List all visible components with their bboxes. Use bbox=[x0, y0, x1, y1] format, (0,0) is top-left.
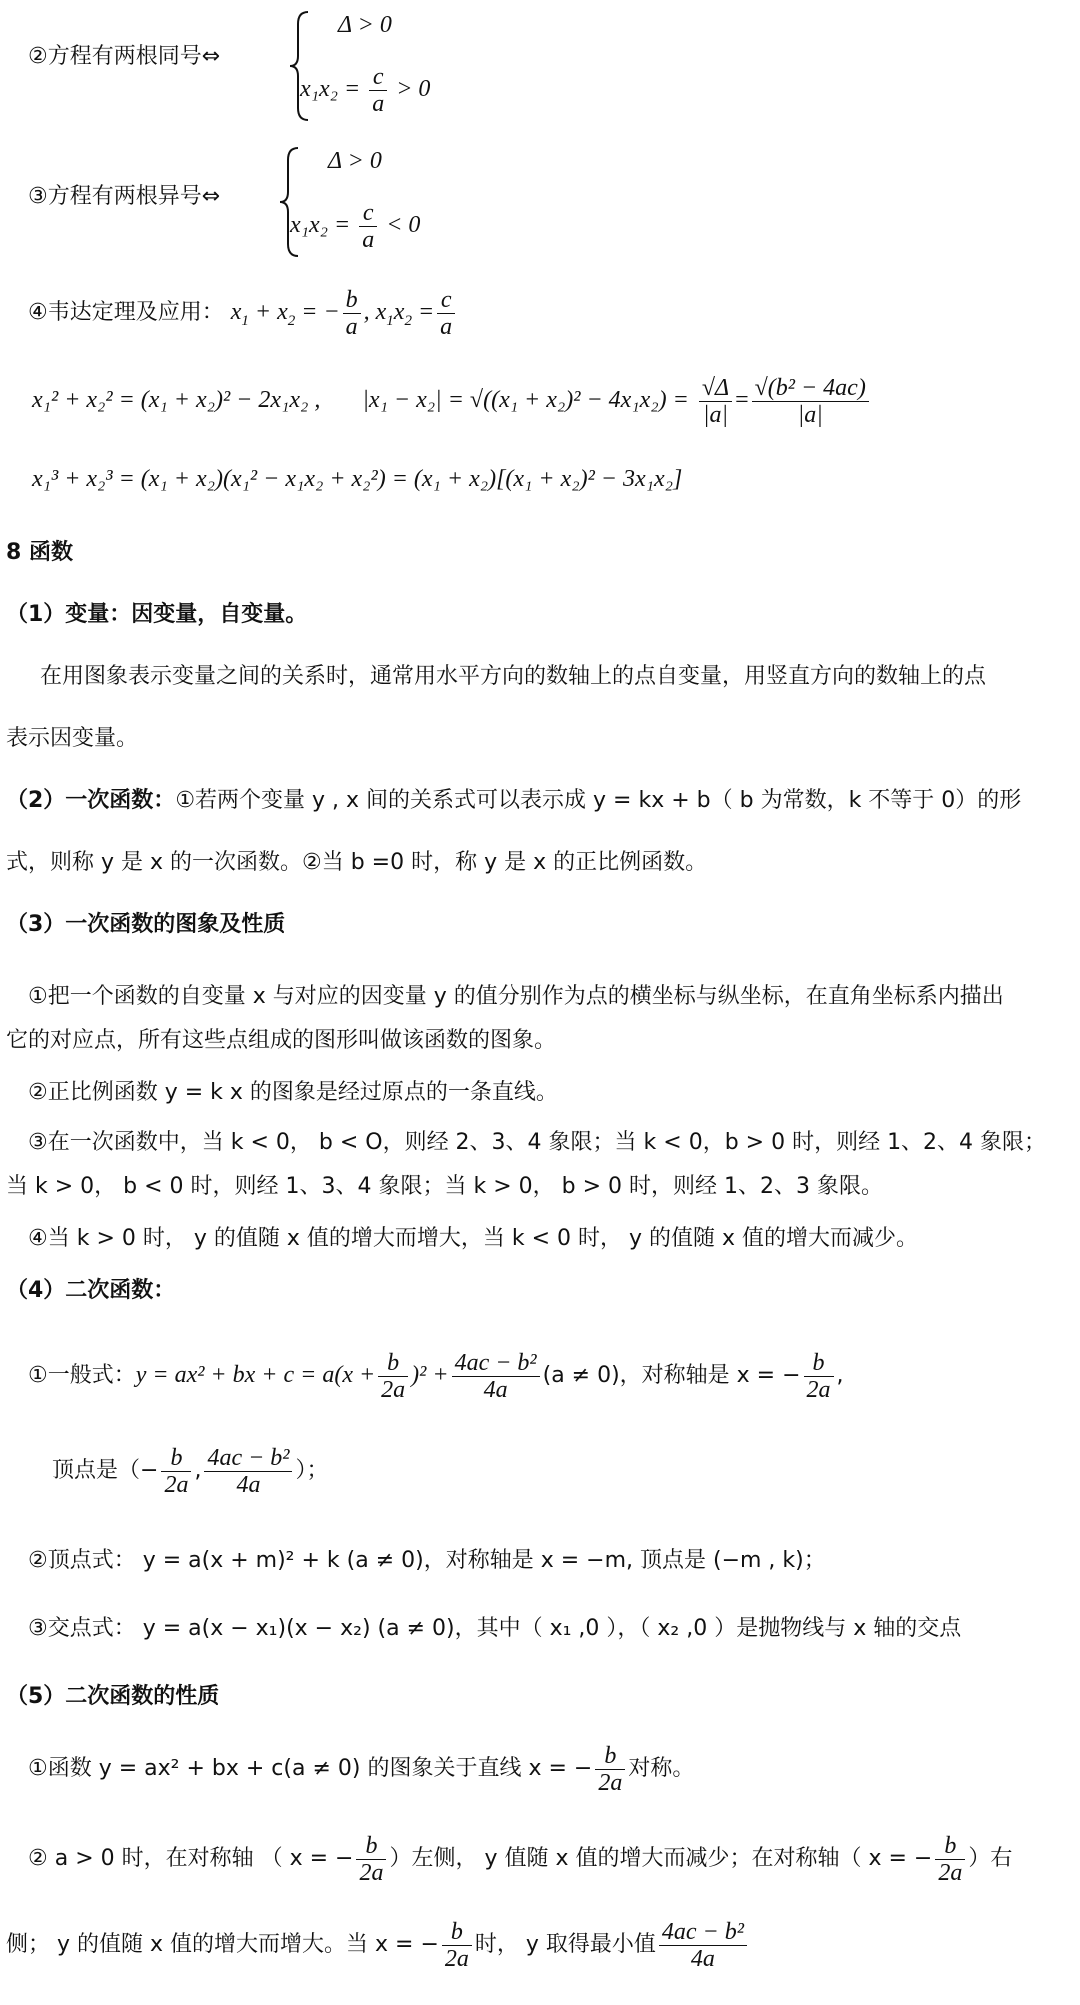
s5-p3-b: 时， y 取得最小值 bbox=[474, 1932, 656, 1957]
frac-num: b bbox=[935, 1833, 965, 1860]
s4-general-label: ①一般式： bbox=[28, 1363, 136, 1388]
b-over-a-fraction bbox=[343, 287, 361, 340]
s4-general-expr: y = ax² + bx + c = a(x + bbox=[135, 1362, 376, 1388]
sqrt-delta-fraction bbox=[699, 375, 732, 428]
formula1-mid: |x₁ − x₂| = √((x₁ + x₂)² − 4x₁x₂) = bbox=[362, 387, 689, 413]
s5-heading: （5）二次函数的性质 bbox=[6, 1684, 220, 1709]
formula1-left: x₁² + x₂² = (x₁ + x₂)² − 2x₁x₂ , bbox=[32, 387, 321, 413]
section-title: 8 函数 bbox=[6, 540, 73, 565]
s3-p1-line1: ①把一个函数的自变量 x 与对应的因变量 y 的值分别作为点的横坐标与纵坐标，在直角坐标系内描出 bbox=[28, 984, 1004, 1009]
frac-den: 4a bbox=[236, 1471, 261, 1498]
same-sign-label: ②方程有两根同号⇔ bbox=[28, 44, 221, 69]
s4-general-end: , bbox=[836, 1363, 844, 1388]
viete-line bbox=[28, 282, 458, 351]
frac-den: 2a bbox=[806, 1376, 831, 1403]
formula2-line: x₁³ + x₂³ = (x₁ + x₂)(x₁² − x₁x₂ + x₂²) = (x₁ + x₂)[(x₁ + x₂)² − 3x₁x₂] bbox=[32, 466, 683, 492]
frac-den: a bbox=[372, 91, 385, 117]
disc-over-4a-fraction bbox=[452, 1350, 540, 1403]
frac-den: |a| bbox=[797, 401, 823, 428]
frac-den: a bbox=[440, 313, 453, 340]
s3-p4: ④当 k > 0 时， y 的值随 x 值的增大而增大，当 k < 0 时， y 的值随 x 值的增大而减少。 bbox=[28, 1226, 919, 1251]
disc-over-4a-fraction bbox=[659, 1919, 747, 1972]
viete-label: ④韦达定理及应用： bbox=[28, 300, 224, 325]
s1-heading: （1）变量：因变量，自变量。 bbox=[6, 602, 308, 627]
s3-heading: （3）一次函数的图象及性质 bbox=[6, 912, 286, 937]
s4-general-mid: )² + bbox=[411, 1362, 449, 1388]
frac-num: b bbox=[161, 1445, 191, 1472]
c-over-a-fraction bbox=[359, 200, 377, 253]
product-expr: , $x_1x_2$ = bbox=[363, 299, 435, 329]
frac-num: 4ac − b² bbox=[452, 1350, 540, 1377]
formula1-line: x₁² + x₂² = (x₁ + x₂)² − 2x₁x₂ , |x₁ − x₂| = √((x₁ + x₂)² − 4x₁x₂) = $\frac{√\Delta}{|a|}$ = $\frac{\text{√(b² − 4ac)}}{|a|}$ bbox=[32, 370, 872, 431]
s3-p2: ②正比例函数 y = k x 的图象是经过原点的一条直线。 bbox=[28, 1080, 558, 1105]
same-sign-rhs: > 0 bbox=[396, 76, 431, 103]
s4-vertex-end: ）； bbox=[295, 1458, 329, 1483]
frac-den: a bbox=[362, 227, 375, 253]
s4-vertex bbox=[52, 1436, 329, 1506]
s5-p1 bbox=[28, 1734, 694, 1804]
s1-para-line1: 在用图象表示变量之间的关系时，通常用水平方向的数轴上的点自变量，用竖直方向的数轴上的点 bbox=[40, 664, 987, 689]
diff-sign-cond1: Δ > 0 bbox=[328, 148, 382, 174]
frac-num: b bbox=[442, 1919, 472, 1946]
frac-num: b bbox=[804, 1350, 834, 1377]
s5-p3-a: 侧； y 的值随 x 值的增大而增大。当 x = − bbox=[6, 1932, 439, 1957]
c-over-a-fraction bbox=[369, 64, 387, 117]
frac-num: c bbox=[369, 64, 387, 91]
diff-sign-lhs: x₁x₂ = bbox=[290, 212, 351, 239]
s4-intercept-form: ③交点式： y = a(x − x₁)(x − x₂) (a ≠ 0)，其中（ x₁ ,0 ），（ x₂ ,0 ）是抛物线与 x 轴的交点 bbox=[28, 1616, 962, 1641]
c-over-a-fraction bbox=[437, 287, 455, 340]
s5-p2-b: ）左侧， y 值随 x 值的增大而减少；在对称轴（ x = − bbox=[389, 1846, 933, 1871]
b-over-2a-fraction bbox=[804, 1350, 834, 1403]
s3-p3-line2: 当 k > 0， b < 0 时，则经 1、3、4 象限；当 k > 0， b > 0 时，则经 1、2、3 象限。 bbox=[6, 1174, 883, 1199]
frac-den: 2a bbox=[164, 1471, 189, 1498]
same-sign-cond1: Δ > 0 bbox=[338, 12, 392, 38]
s5-p2 bbox=[28, 1824, 1012, 1894]
b-over-2a-fraction bbox=[356, 1833, 386, 1886]
frac-num: c bbox=[359, 200, 377, 227]
s4-heading: （4）二次函数： bbox=[6, 1278, 176, 1303]
same-sign-cond2 bbox=[300, 64, 430, 117]
s1-para-line2: 表示因变量。 bbox=[6, 726, 139, 751]
s4-vertex-form: ②顶点式： y = a(x + m)² + k (a ≠ 0)，对称轴是 x = −m, 顶点是 (−m , k)； bbox=[28, 1548, 826, 1573]
frac-num: b bbox=[378, 1350, 408, 1377]
frac-num: b bbox=[356, 1833, 386, 1860]
frac-den: |a| bbox=[702, 401, 729, 428]
s3-p1-line2: 它的对应点，所有这些点组成的图形叫做该函数的图象。 bbox=[6, 1028, 557, 1053]
s5-p1-text: ①函数 y = ax² + bx + c(a ≠ 0) 的图象关于直线 x = − bbox=[28, 1756, 593, 1781]
disc-over-4a-fraction bbox=[204, 1445, 292, 1498]
s5-p1-end: 对称。 bbox=[628, 1756, 695, 1781]
frac-den: 2a bbox=[444, 1945, 469, 1972]
s4-general-axis: (a ≠ 0)，对称轴是 x = − bbox=[542, 1363, 801, 1388]
b-over-2a-fraction bbox=[935, 1833, 965, 1886]
s5-p2-c: ）右 bbox=[968, 1846, 1013, 1871]
s4-vertex-comma: , bbox=[194, 1458, 202, 1483]
frac-den: 4a bbox=[690, 1945, 715, 1972]
diff-sign-label: ③方程有两根异号⇔ bbox=[28, 184, 221, 209]
s2-heading: （2）一次函数： bbox=[6, 788, 176, 813]
sqrt-disc-fraction bbox=[752, 375, 869, 428]
frac-num: c bbox=[437, 287, 455, 314]
b-over-2a-fraction bbox=[378, 1350, 408, 1403]
frac-den: 2a bbox=[598, 1769, 623, 1796]
frac-num: 4ac − b² bbox=[204, 1445, 292, 1472]
diff-sign-rhs: < 0 bbox=[386, 212, 421, 239]
frac-den: a bbox=[345, 313, 358, 340]
frac-num: 4ac − b² bbox=[659, 1919, 747, 1946]
sum-expr: $x_1 + x_2$ = − bbox=[230, 299, 340, 329]
frac-num: √(b² − 4ac) bbox=[752, 375, 869, 402]
b-over-2a-fraction bbox=[161, 1445, 191, 1498]
s2-line1 bbox=[6, 784, 1021, 818]
same-sign-lhs: x₁x₂ = bbox=[300, 76, 361, 103]
diff-sign-cond2 bbox=[290, 200, 420, 253]
frac-num: √Δ bbox=[699, 375, 732, 402]
s3-p3-line1: ③在一次函数中，当 k < 0， b < O，则经 2、3、4 象限；当 k < 0，b > 0 时，则经 1、2、4 象限； bbox=[28, 1130, 1047, 1155]
s2-text: ①若两个变量 y , x 间的关系式可以表示成 y = kx + b（ b 为常数，k 不等于 0）的形 bbox=[175, 788, 1022, 813]
frac-num: b bbox=[343, 287, 361, 314]
frac-den: 4a bbox=[483, 1376, 508, 1403]
s4-vertex-label: 顶点是（− bbox=[52, 1458, 159, 1483]
s2-line2: 式，则称 y 是 x 的一次函数。②当 b =0 时，称 y 是 x 的正比例函数。 bbox=[6, 850, 708, 875]
b-over-2a-fraction bbox=[595, 1743, 625, 1796]
b-over-2a-fraction bbox=[442, 1919, 472, 1972]
s5-p3 bbox=[6, 1910, 750, 1980]
frac-den: 2a bbox=[938, 1859, 963, 1886]
frac-num: b bbox=[595, 1743, 625, 1770]
frac-den: 2a bbox=[381, 1376, 406, 1403]
frac-den: 2a bbox=[359, 1859, 384, 1886]
s5-p2-a: ② a > 0 时，在对称轴 （ x = − bbox=[28, 1846, 354, 1871]
s4-general-form bbox=[28, 1340, 844, 1411]
